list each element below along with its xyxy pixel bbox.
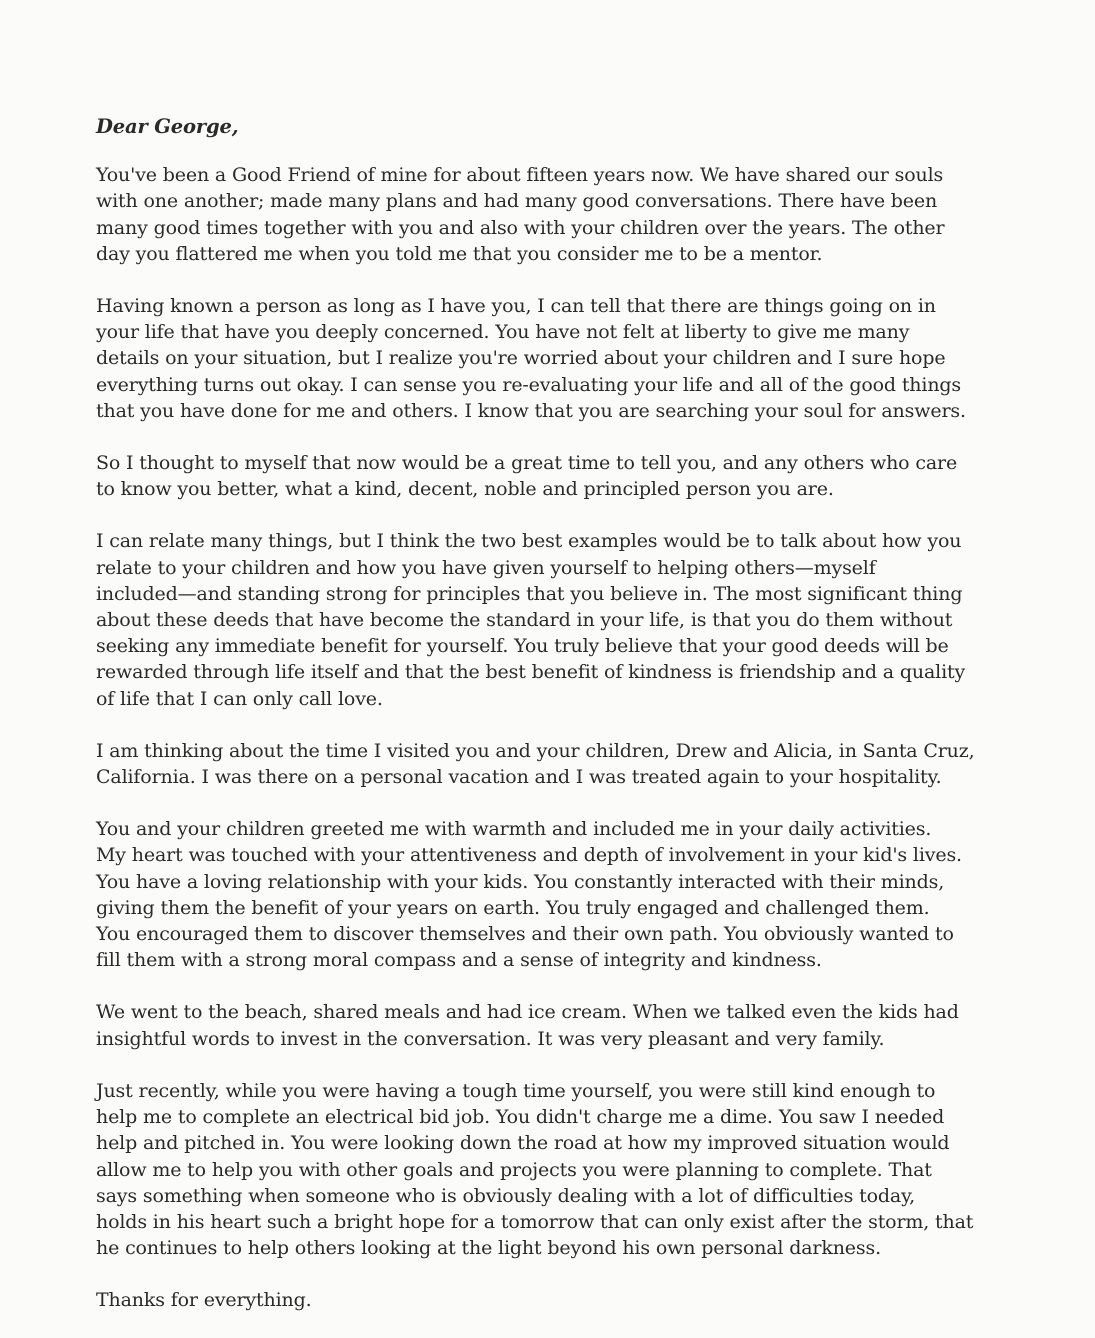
text-line: many good times together with you and also with your children over the years. The other (96, 216, 945, 239)
text-line: day you flattered me when you told me that you consider me to be a mentor. (96, 242, 823, 265)
text-line: Just recently, while you were having a tough time yourself, you were still kind enough to (96, 1079, 936, 1102)
text-line: help me to complete an electrical bid job. You didn't charge me a dime. You saw I needed (96, 1106, 945, 1129)
text-line: rewarded through life itself and that the best benefit of kindness is friendship and a quality (96, 661, 966, 684)
text-line: about these deeds that have become the standard in your life, is that you do them without (96, 609, 953, 632)
salutation: Dear George, (96, 115, 239, 138)
paragraph-4 (96, 528, 1006, 711)
closing-line: Thanks for everything. (96, 1289, 312, 1312)
text-line: You encouraged them to discover themselves and their own path. You obviously wanted to (96, 923, 954, 946)
text-line: We went to the beach, shared meals and had ice cream. When we talked even the kids had (96, 1001, 959, 1024)
text-line: of life that I can only call love. (96, 687, 383, 710)
text-line: seeking any immediate benefit for yourself. You truly believe that your good deeds will be (96, 635, 949, 658)
text-line: You have a loving relationship with your kids. You constantly interacted with their minds, (96, 870, 945, 893)
text-line: Having known a person as long as I have you, I can tell that there are things going on in (96, 295, 936, 318)
text-line: California. I was there on a personal vacation and I was treated again to your hospitality. (96, 766, 942, 789)
paragraph-2 (96, 293, 1006, 424)
text-line: I am thinking about the time I visited you and your children, Drew and Alicia, in Santa Cruz, (96, 739, 975, 762)
text-line: giving them the benefit of your years on earth. You truly engaged and challenged them. (96, 896, 930, 919)
text-line: You've been a Good Friend of mine for about fifteen years now. We have shared our souls (96, 164, 944, 187)
text-line: You and your children greeted me with warmth and included me in your daily activities. (96, 818, 932, 841)
paragraph-7 (96, 999, 1006, 1051)
text-line: details on your situation, but I realize you're worried about your children and I sure hope (96, 347, 946, 370)
text-line: that you have done for me and others. I know that you are searching your soul for answers. (96, 399, 966, 422)
paragraph-6 (96, 816, 1006, 973)
text-line: help and pitched in. You were looking down the road at how my improved situation would (96, 1132, 950, 1155)
paragraph-5 (96, 738, 1006, 790)
text-line: relate to your children and how you have given yourself to helping others—myself (96, 556, 876, 579)
text-line: allow me to help you with other goals and projects you were planning to complete. That (96, 1158, 932, 1181)
text-line: fill them with a strong moral compass and a sense of integrity and kindness. (96, 949, 822, 972)
text-line: your life that have you deeply concerned. You have not felt at liberty to give me many (96, 321, 910, 344)
text-line: everything turns out okay. I can sense you re-evaluating your life and all of the good things (96, 373, 962, 396)
text-line: to know you better, what a kind, decent, noble and principled person you are. (96, 478, 834, 501)
text-line: I can relate many things, but I think the two best examples would be to talk about how you (96, 530, 962, 553)
text-line: My heart was touched with your attentiveness and depth of involvement in your kid's lives. (96, 844, 962, 867)
letter-body (96, 114, 1006, 1314)
text-line: says something when someone who is obviously dealing with a lot of difficulties today, (96, 1184, 916, 1207)
text-line: So I thought to myself that now would be a great time to tell you, and any others who care (96, 452, 958, 475)
text-line: holds in his heart such a bright hope for a tomorrow that can only exist after the storm, that (96, 1210, 974, 1233)
paragraph-3 (96, 450, 1006, 502)
text-line: insightful words to invest in the conversation. It was very pleasant and very family. (96, 1027, 885, 1050)
paragraph-1 (96, 162, 1006, 267)
text-line: with one another; made many plans and had many good conversations. There have been (96, 190, 938, 213)
text-line: included—and standing strong for principles that you believe in. The most significant thing (96, 582, 963, 605)
text-line: he continues to help others looking at the light beyond his own personal darkness. (96, 1237, 881, 1260)
paragraph-8 (96, 1078, 1006, 1261)
